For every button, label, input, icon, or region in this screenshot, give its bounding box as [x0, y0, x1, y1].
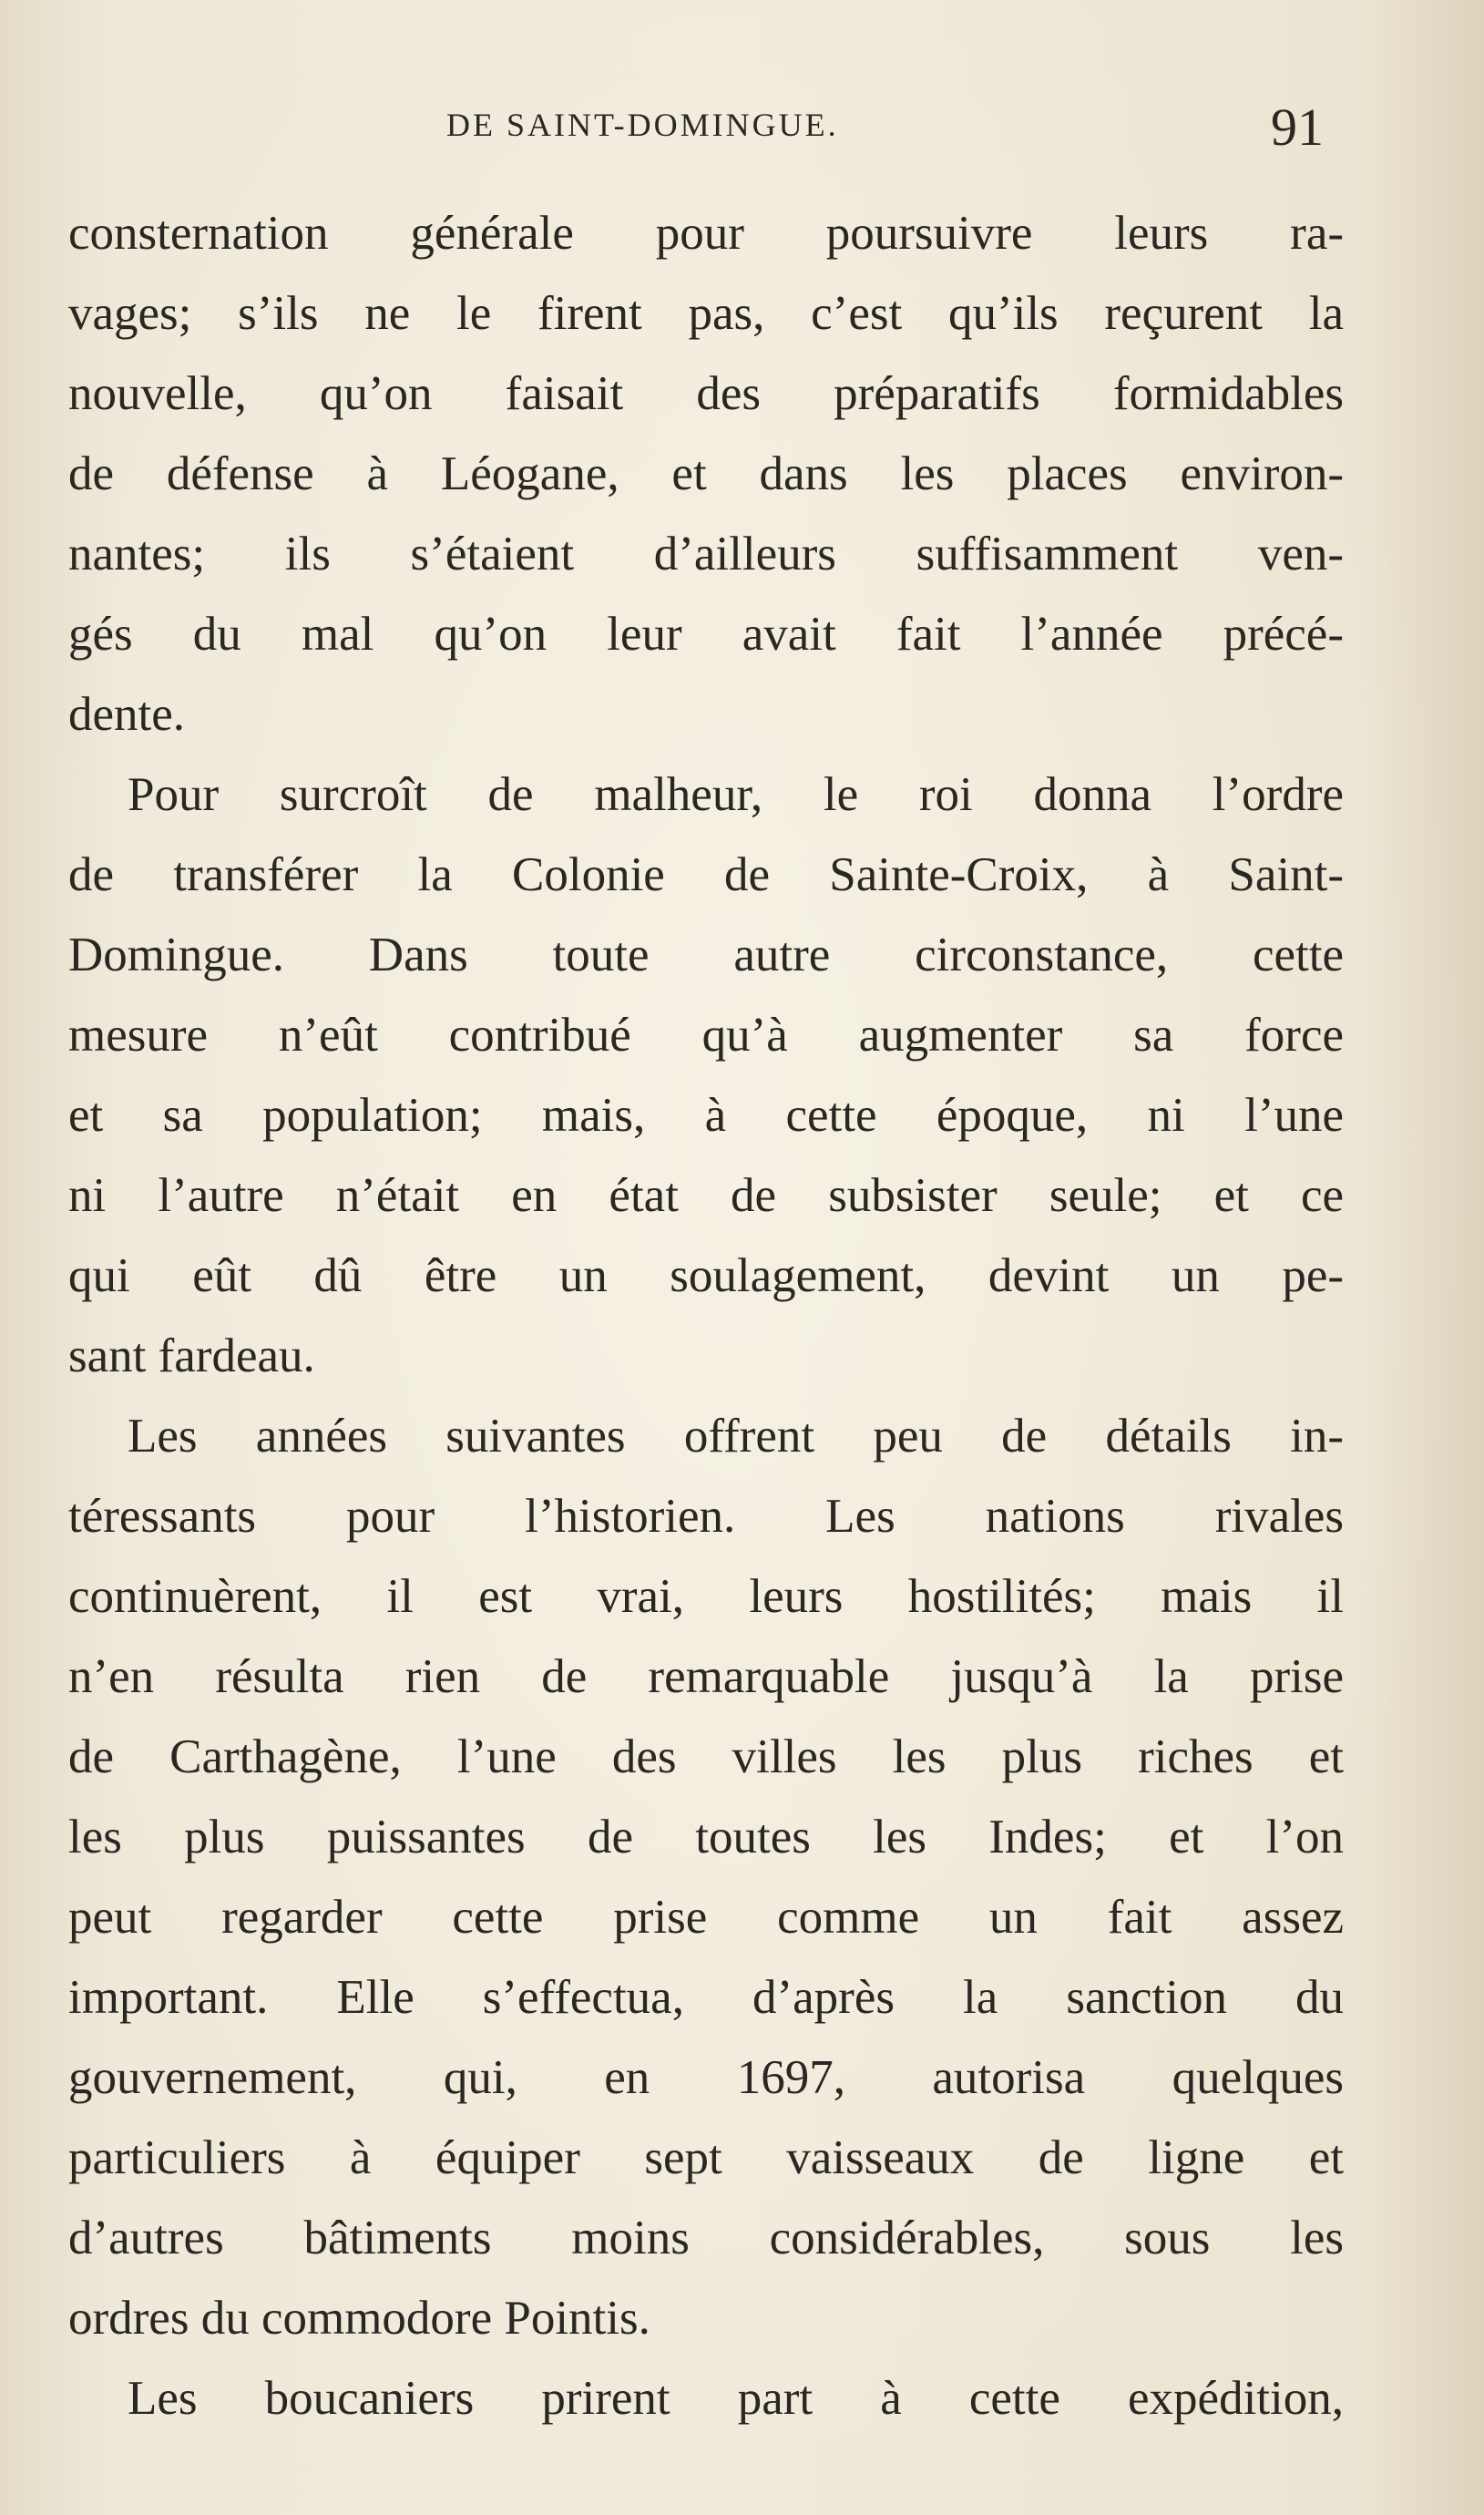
- body-text: [68, 193, 1344, 2438]
- text-line: nouvelle, qu’on faisait des préparatifs formidables: [68, 367, 1344, 420]
- text-line: Pour surcroît de malheur, le roi donna l’ordre: [128, 768, 1344, 821]
- running-title: DE SAINT-DOMINGUE.: [446, 107, 839, 143]
- running-head: [0, 98, 1484, 157]
- text-line: sant fardeau.: [68, 1329, 315, 1382]
- paragraph-4: [68, 2358, 1344, 2438]
- text-line: peut regarder cette prise comme un fait assez: [68, 1891, 1344, 1944]
- text-line: qui eût dû être un soulagement, devint un pe-: [68, 1249, 1344, 1302]
- text-line: particuliers à équiper sept vaisseaux de ligne et: [68, 2131, 1344, 2184]
- text-line: de transférer la Colonie de Sainte-Croix, à Saint-: [68, 848, 1344, 901]
- text-line: gés du mal qu’on leur avait fait l’année précé-: [68, 608, 1344, 661]
- text-line: de Carthagène, l’une des villes les plus riches et: [68, 1730, 1344, 1783]
- page-number: 91: [1271, 98, 1324, 157]
- text-line: de défense à Léogane, et dans les places environ-: [68, 447, 1344, 500]
- text-line: n’en résulta rien de remarquable jusqu’à la prise: [68, 1650, 1344, 1703]
- text-line: Domingue. Dans toute autre circonstance, cette: [68, 929, 1344, 981]
- text-line: dente.: [68, 688, 186, 741]
- text-line: les plus puissantes de toutes les Indes; et l’on: [68, 1811, 1344, 1863]
- text-line: téressants pour l’historien. Les nations rivales: [68, 1490, 1344, 1543]
- text-line: vages; s’ils ne le firent pas, c’est qu’ils reçurent la: [68, 287, 1344, 340]
- text-line: Les années suivantes offrent peu de détails in-: [128, 1410, 1344, 1463]
- text-line: gouvernement, qui, en 1697, autorisa quelques: [68, 2051, 1344, 2104]
- text-line: consternation générale pour poursuivre leurs ra-: [68, 207, 1344, 260]
- paragraph-2: [68, 754, 1344, 1396]
- text-line: important. Elle s’effectua, d’après la sanction du: [68, 1971, 1344, 2024]
- text-line: et sa population; mais, à cette époque, ni l’une: [68, 1089, 1344, 1142]
- text-line: ordres du commodore Pointis.: [68, 2292, 650, 2345]
- text-line: Les boucaniers prirent part à cette expédition,: [128, 2372, 1344, 2425]
- paragraph-1: [68, 193, 1344, 754]
- text-line: continuèrent, il est vrai, leurs hostilités; mais il: [68, 1570, 1344, 1623]
- text-line: nantes; ils s’étaient d’ailleurs suffisamment ven-: [68, 528, 1344, 580]
- text-line: ni l’autre n’était en état de subsister seule; et ce: [68, 1169, 1344, 1222]
- paragraph-3: [68, 1396, 1344, 2358]
- text-line: d’autres bâtiments moins considérables, sous les: [68, 2212, 1344, 2264]
- text-line: mesure n’eût contribué qu’à augmenter sa force: [68, 1009, 1344, 1062]
